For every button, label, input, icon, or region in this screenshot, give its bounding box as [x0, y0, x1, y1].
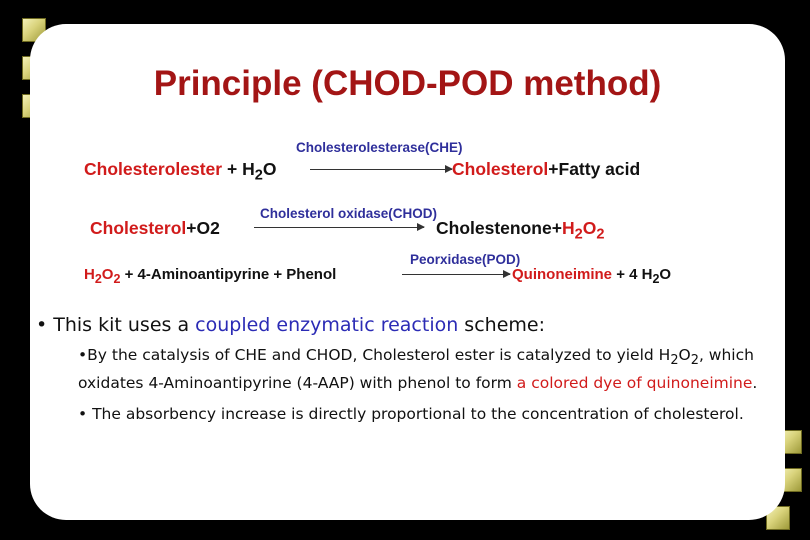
h-symbol: H	[84, 266, 95, 283]
enzyme-label-pod: Peorxidase(POD)	[410, 252, 521, 267]
product-cholesterol: Cholesterol	[452, 159, 549, 179]
reaction-1-reactants	[84, 159, 276, 184]
reactant-cholesterolester: Cholesterolester	[84, 159, 223, 179]
reaction-3-reactants	[84, 266, 336, 286]
reaction-arrow	[254, 227, 424, 228]
reactant-aminoantipyrine-phenol: + 4-Aminoantipyrine + Phenol	[124, 266, 337, 283]
reactant-water-tail: O	[262, 159, 277, 179]
bullet-list	[36, 314, 781, 426]
subscript: 2	[574, 226, 583, 243]
product-fatty-acid: +Fatty acid	[548, 159, 641, 179]
sub-bullet-absorbency: • The absorbency increase is directly proportional to the concentration of cholesterol.	[78, 405, 744, 424]
reactant-o2: +O2	[186, 218, 220, 238]
reaction-3-products	[512, 266, 671, 286]
product-water: + 4 H	[616, 266, 653, 283]
subscript: 2	[652, 272, 660, 286]
highlight-coupled-reaction: coupled enzymatic reaction	[195, 314, 459, 336]
product-h2o2	[561, 218, 605, 243]
subscript: 2	[113, 272, 121, 286]
reaction-1-products	[452, 159, 640, 180]
reactant-cholesterol: Cholesterol	[90, 218, 187, 238]
subscript: 2	[94, 272, 102, 286]
sub-bullet-text: , which oxidates 4-Aminoantipyrine (4-AAP) with phenol to form	[78, 346, 754, 393]
o-symbol: O	[101, 266, 114, 283]
sub-bullet-text: O	[678, 346, 691, 364]
product-quinoneimine: Quinoneimine	[512, 266, 613, 283]
product-cholestenone: Cholestenone+	[436, 218, 562, 238]
bullet-main-suffix: scheme:	[458, 314, 545, 336]
bullet-main-prefix: • This kit uses a	[36, 314, 196, 336]
slide	[30, 24, 785, 520]
reaction-2-reactants	[90, 218, 220, 239]
sub-bullet-text: •By the catalysis of CHE and CHOD, Cholesterol ester is catalyzed to yield H	[78, 346, 671, 364]
product-water-tail: O	[659, 266, 672, 283]
enzyme-label-chod: Cholesterol oxidase(CHOD)	[260, 206, 438, 221]
enzyme-label-che: Cholesterolesterase(CHE)	[296, 140, 463, 155]
slide-title: Principle (CHOD-POD method)	[153, 64, 662, 103]
subscript: 2	[254, 167, 263, 184]
h-symbol: H	[561, 218, 575, 238]
reactant-h2o2	[84, 266, 121, 286]
sub-bullet-catalysis	[78, 344, 781, 395]
subscript: 2	[690, 353, 699, 369]
subscript: 2	[670, 353, 679, 369]
highlight-colored-dye: a colored dye of quinoneimine	[516, 374, 753, 393]
reaction-arrow	[402, 274, 510, 275]
bullet-main	[36, 314, 781, 336]
reaction-2-products	[436, 218, 604, 243]
subscript: 2	[596, 226, 605, 243]
reactant-water: + H	[226, 159, 255, 179]
reaction-arrow	[310, 169, 452, 170]
sub-bullet-text: .	[752, 374, 758, 393]
o-symbol: O	[582, 218, 597, 238]
